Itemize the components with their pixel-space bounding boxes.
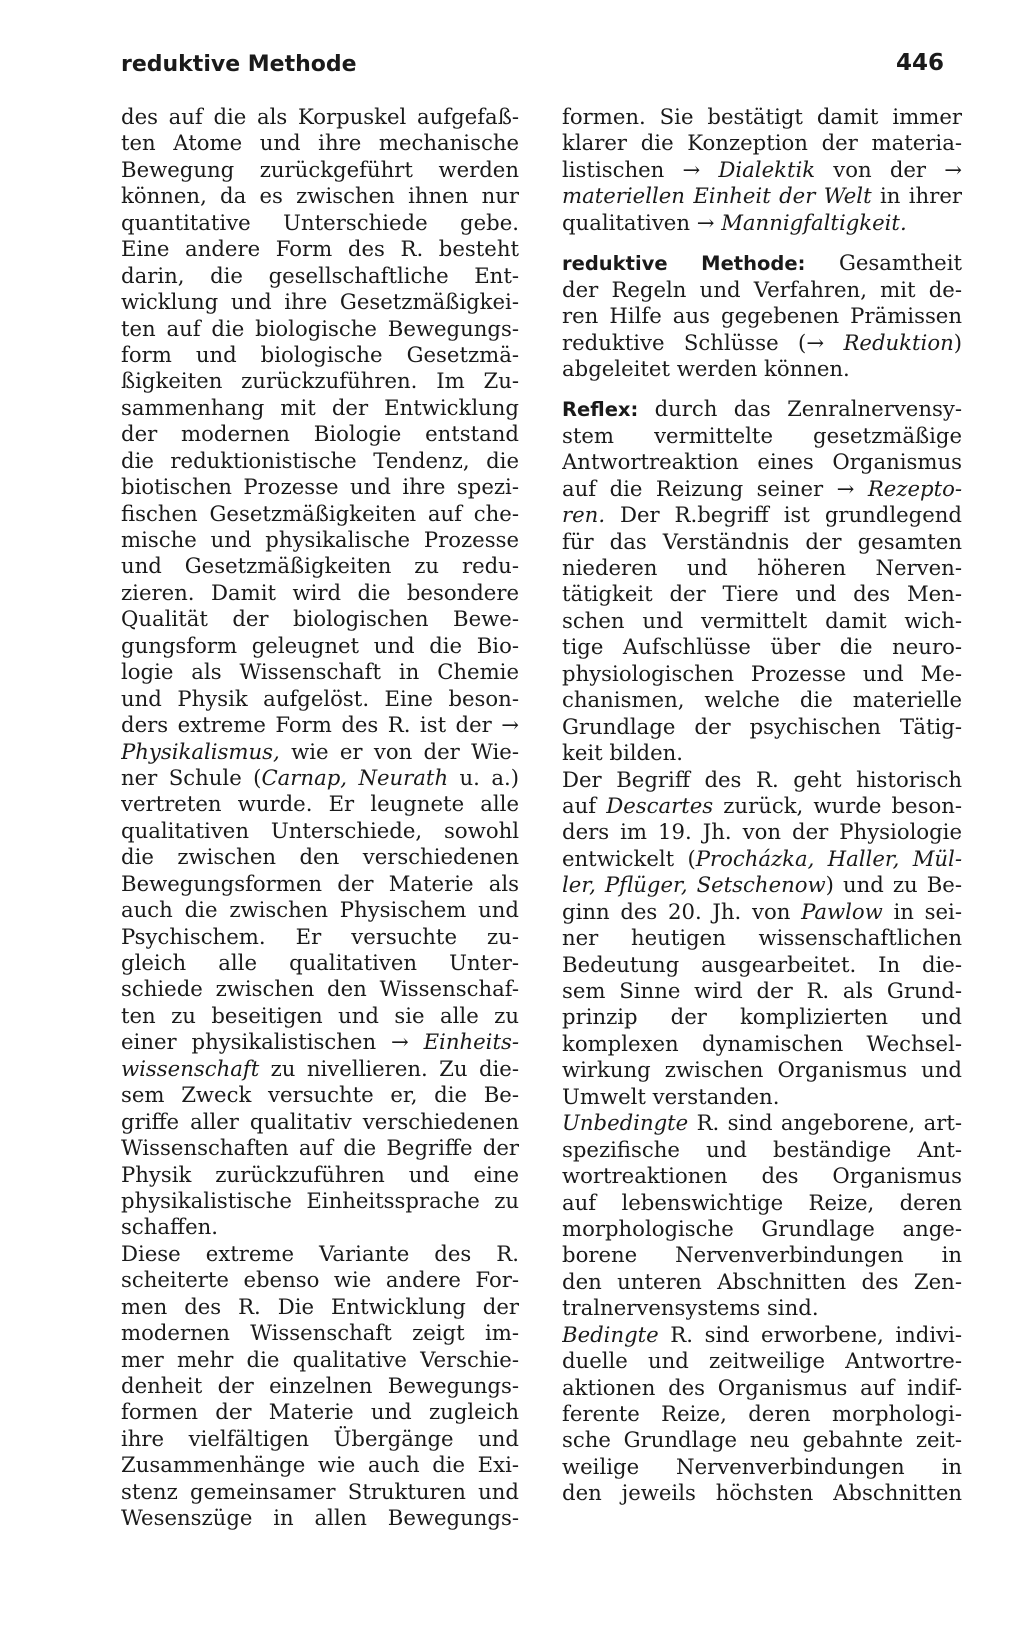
text-line: den unteren Abschnitten des Zen- <box>562 1268 962 1294</box>
text-run: Gesamtheit <box>805 250 962 276</box>
text-line: scheiterte ebenso wie andere For- <box>121 1267 519 1293</box>
text-line: fischen Gesetzmäßigkeiten auf che- <box>121 500 519 526</box>
text-line: ten Atome und ihre mechanische <box>121 130 519 156</box>
text-run: entwickelt ( <box>562 845 696 871</box>
text-line <box>562 1110 962 1136</box>
text-line: abgeleitet werden können. <box>562 355 850 381</box>
text-run: R. sind angeborene, art- <box>688 1110 962 1136</box>
text-line <box>562 793 962 819</box>
text-line <box>121 765 519 791</box>
text-line: ten zu beseitigen und sie alle zu <box>121 1002 519 1028</box>
italic-term: Procházka, Haller, Mül- <box>695 845 962 871</box>
text-line: sammenhang mit der Entwicklung <box>121 394 519 420</box>
text-line: stenz gemeinsamer Strukturen und <box>121 1478 519 1504</box>
text-line: Antwortreaktion eines Organismus <box>562 449 962 475</box>
italic-term: Physikalismus, <box>121 738 280 764</box>
text-run: einer physikalistischen → <box>121 1029 424 1055</box>
text-line: men des R. Die Entwicklung der <box>121 1293 519 1319</box>
text-line: ferente Reize, deren morphologi- <box>562 1401 962 1426</box>
entry-headword: reduktive Methode: <box>562 252 806 276</box>
text-line: schiede zwischen den Wissenschaf- <box>121 976 519 1002</box>
text-line: morphologische Grundlage ange- <box>562 1215 962 1241</box>
text-run: u. a.) <box>448 764 519 790</box>
italic-term: ler, Pflüger, Setschenow <box>562 872 826 898</box>
text-line <box>562 396 962 422</box>
text-line <box>562 157 962 183</box>
text-line: zieren. Damit wird die besondere <box>121 579 519 605</box>
text-line: keit bilden. <box>562 740 684 766</box>
text-run: qualitativen → <box>562 209 722 235</box>
italic-term: Unbedingte <box>562 1110 689 1136</box>
text-line: griffe aller qualitativ verschiedenen <box>121 1108 519 1134</box>
text-line: ren Hilfe aus gegebenen Prämissen <box>562 303 962 329</box>
text-line: Qualität der biologischen Bewe- <box>121 606 519 632</box>
text-line: auf lebenswichtige Reize, deren <box>562 1189 962 1215</box>
text-line: ten auf die biologische Bewegungs- <box>121 315 519 341</box>
italic-term: Einheits- <box>423 1029 519 1055</box>
text-line: sche Grundlage neu gebahnte zeit- <box>562 1427 962 1453</box>
text-line: schen und vermittelt damit wich- <box>562 607 962 633</box>
text-line <box>562 183 962 209</box>
text-line: der modernen Biologie entstand <box>121 421 519 447</box>
text-run: in sei- <box>882 898 962 924</box>
text-line: vertreten wurde. Er leugnete alle <box>121 791 519 817</box>
text-line: wicklung und ihre Gesetzmäßigkei- <box>121 289 519 315</box>
running-head: reduktive Methode <box>121 52 357 77</box>
text-line: Eine andere Form des R. besteht <box>121 236 519 262</box>
text-line: Der Begriff des R. geht historisch <box>562 766 962 792</box>
text-line: und Gesetzmäßigkeiten zu redu- <box>121 553 519 579</box>
italic-term: ren. <box>562 502 606 528</box>
italic-term: Descartes <box>606 792 714 818</box>
text-line <box>121 1056 519 1082</box>
page-number: 446 <box>895 50 944 76</box>
text-line: Bewegung zurückgeführt werden <box>121 156 519 182</box>
text-line: ihre vielfältigen Übergänge und <box>121 1425 519 1451</box>
text-line: Bewegungsformen der Materie als <box>121 870 519 896</box>
text-line: niederen und höheren Nerven- <box>562 555 962 580</box>
text-line: ßigkeiten zurückzuführen. Im Zu- <box>121 368 519 394</box>
italic-term: Pawlow <box>801 898 883 924</box>
text-line: wirkung zwischen Organismus und <box>562 1057 962 1083</box>
text-line: und Physik aufgelöst. Eine beson- <box>121 685 519 711</box>
text-run: ginn des 20. Jh. von <box>562 898 802 924</box>
text-line <box>562 476 962 502</box>
text-line: tralnervensystems sind. <box>562 1295 819 1321</box>
text-line: Wesenszüge in allen Bewegungs- <box>121 1505 519 1531</box>
text-run: ) und zu Be- <box>825 872 962 898</box>
text-line: physiologischen Prozesse und Me- <box>562 660 962 686</box>
text-run: durch das Zenralnervensy- <box>638 396 962 422</box>
text-line: Zusammenhänge wie auch die Exi- <box>121 1452 519 1478</box>
text-line: auch die zwischen Physischem und <box>121 897 519 923</box>
text-line: Diese extreme Variante des R. <box>121 1240 519 1266</box>
text-run: Der R.begriff ist grundlegend <box>605 502 962 528</box>
text-line: form und biologische Gesetzmä- <box>121 341 519 367</box>
text-line: gleich alle qualitativen Unter- <box>121 950 519 975</box>
text-run: wie er von der Wie- <box>279 738 519 764</box>
text-line: mische und physikalische Prozesse <box>121 527 519 552</box>
text-line: formen der Materie und zugleich <box>121 1399 519 1425</box>
text-line: aktionen des Organismus auf indif- <box>562 1374 962 1400</box>
text-line: stem vermittelte gesetzmäßige <box>562 422 962 448</box>
text-line: für das Verständnis der gesamten <box>562 528 962 554</box>
text-run: auf <box>562 792 607 818</box>
text-line: tige Aufschlüsse über die neuro- <box>562 634 962 660</box>
text-run: zu nivellieren. Zu die- <box>259 1055 519 1081</box>
text-line <box>121 739 519 765</box>
text-line <box>121 1029 519 1055</box>
italic-term: Bedingte <box>562 1321 659 1347</box>
text-line: Psychischem. Er versuchte zu- <box>121 923 519 949</box>
text-run: in ihrer <box>871 183 962 209</box>
text-line: sem Sinne wird der R. als Grund- <box>562 978 962 1003</box>
text-line: denheit der einzelnen Bewegungs- <box>121 1373 519 1398</box>
left-column <box>121 104 519 1532</box>
text-run: auf die Reizung seiner → <box>562 475 868 501</box>
text-line: formen. Sie bestätigt damit immer <box>562 104 962 129</box>
text-line: Grundlage der psychischen Tätig- <box>562 713 962 739</box>
text-line: duelle und zeitweilige Antwortre- <box>562 1348 962 1374</box>
text-line <box>562 899 962 925</box>
italic-term: Dialektik <box>718 156 816 182</box>
text-line: komplexen dynamischen Wechsel- <box>562 1030 962 1056</box>
text-line: die zwischen den verschiedenen <box>121 844 519 870</box>
text-run: zurück, wurde beson- <box>713 792 962 818</box>
text-line <box>562 210 962 236</box>
text-line: ders extreme Form des R. ist der → <box>121 712 519 738</box>
italic-term: wissenschaft <box>121 1055 260 1081</box>
text-line: gungsform geleugnet und die Bio- <box>121 632 519 658</box>
text-run: ner Schule ( <box>121 764 262 790</box>
text-line <box>562 872 962 898</box>
text-line: Bedeutung ausgearbeitet. In die- <box>562 951 962 977</box>
text-line: mer mehr die qualitative Verschie- <box>121 1346 519 1372</box>
text-line: Wissenschaften auf die Begriffe der <box>121 1135 519 1161</box>
text-line: logie als Wissenschaft in Chemie <box>121 659 519 685</box>
text-line: spezifische und beständige Ant- <box>562 1136 962 1162</box>
text-line: chanismen, welche die materielle <box>562 687 962 713</box>
text-line: Physik zurückzuführen und eine <box>121 1161 519 1187</box>
italic-term: materiellen Einheit der Welt <box>562 183 872 209</box>
text-line: biotischen Prozesse und ihre spezi- <box>121 474 519 500</box>
text-line: schaffen. <box>121 1214 218 1240</box>
text-run: von der → <box>815 156 962 182</box>
text-line: sem Zweck versuchte er, die Be- <box>121 1082 519 1108</box>
text-line: können, da es zwischen ihnen nur <box>121 183 519 209</box>
text-line <box>562 502 962 528</box>
right-column <box>562 104 962 1507</box>
paragraph-gap <box>562 236 962 250</box>
text-line: prinzip der komplizierten und <box>562 1004 962 1030</box>
text-run: ) <box>953 329 962 355</box>
text-run: R. sind erworbene, indivi- <box>658 1321 962 1347</box>
text-run: reduktive Schlüsse (→ <box>562 329 844 355</box>
text-line: die reduktionistische Tendenz, die <box>121 447 519 473</box>
text-line: tätigkeit der Tiere und des Men- <box>562 581 962 607</box>
text-line <box>562 330 962 356</box>
italic-term: Carnap, Neurath <box>261 764 449 790</box>
text-line: den jeweils höchsten Abschnitten <box>562 1480 962 1506</box>
text-line: borene Nervenverbindungen in <box>562 1242 962 1268</box>
text-line: modernen Wissenschaft zeigt im- <box>121 1320 519 1346</box>
text-line: physikalistische Einheitssprache zu <box>121 1187 519 1213</box>
text-line <box>562 250 962 276</box>
text-line: klarer die Konzeption der materia- <box>562 130 962 156</box>
text-line: ner heutigen wissenschaftlichen <box>562 925 962 951</box>
text-line: darin, die gesellschaftliche Ent- <box>121 262 519 288</box>
text-line: der Regeln und Verfahren, mit de- <box>562 276 962 302</box>
italic-term: Reduktion <box>843 329 954 355</box>
text-line: wortreaktionen des Organismus <box>562 1163 962 1189</box>
text-line: ders im 19. Jh. von der Physiologie <box>562 819 962 845</box>
text-line: weilige Nervenverbindungen in <box>562 1453 962 1479</box>
text-line: qualitativen Unterschiede, sowohl <box>121 817 519 843</box>
text-line <box>562 846 962 872</box>
text-line: quantitative Unterschiede gebe. <box>121 209 519 235</box>
text-line <box>562 1322 962 1348</box>
entry-headword: Reflex: <box>562 398 639 422</box>
text-run: listischen → <box>562 156 719 182</box>
paragraph-gap <box>562 382 962 396</box>
italic-term: Mannigfaltigkeit. <box>721 209 907 235</box>
text-line: des auf die als Korpuskel aufgefaß- <box>121 104 519 129</box>
italic-term: Rezepto- <box>867 475 962 501</box>
text-line: Umwelt verstanden. <box>562 1083 780 1109</box>
